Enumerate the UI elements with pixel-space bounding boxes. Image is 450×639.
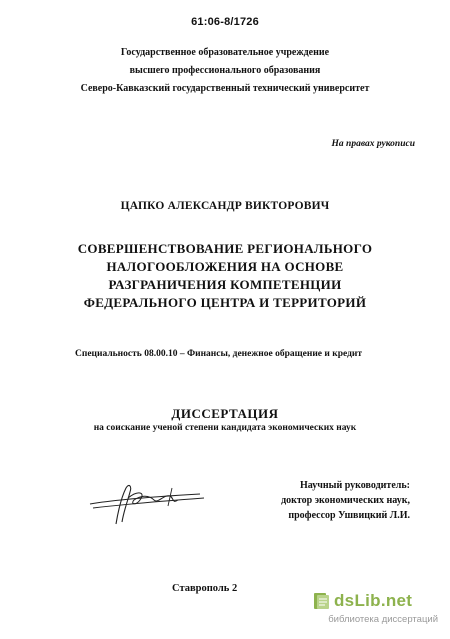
advisor-name: профессор Ушвицкий Л.И. xyxy=(288,510,410,521)
advisor-degree: доктор экономических наук, xyxy=(281,495,410,506)
title-line-4: ФЕДЕРАЛЬНОГО ЦЕНТРА И ТЕРРИТОРИЙ xyxy=(83,295,367,310)
institution-line-3: Северо-Кавказский государственный технический университет xyxy=(80,83,370,94)
manuscript-note: На правах рукописи xyxy=(331,139,415,149)
title-line-1: СОВЕРШЕНСТВОВАНИЕ РЕГИОНАЛЬНОГО xyxy=(77,241,373,256)
title-line-3: РАЗГРАНИЧЕНИЯ КОМПЕТЕНЦИИ xyxy=(108,277,342,292)
title-line-2: НАЛОГООБЛОЖЕНИЯ НА ОСНОВЕ xyxy=(106,259,344,274)
city-year: Ставрополь 2 xyxy=(172,583,238,594)
book-icon xyxy=(313,591,331,611)
author-name: ЦАПКО АЛЕКСАНДР ВИКТОРОВИЧ xyxy=(120,200,330,212)
specialty: Специальность 08.00.10 – Финансы, денежное обращение и кредит xyxy=(75,349,363,359)
catalog-code: 61:06-8/1726 xyxy=(191,16,259,28)
institution-line-2: высшего профессионального образования xyxy=(129,65,321,76)
watermark xyxy=(313,591,438,633)
advisor-label: Научный руководитель: xyxy=(300,480,410,491)
watermark-brand[interactable]: dsLib.net xyxy=(334,591,413,610)
dissertation-heading: ДИССЕРТАЦИЯ xyxy=(171,406,279,421)
watermark-subtitle: библиотека диссертаций xyxy=(328,614,438,625)
signature-image xyxy=(88,480,208,530)
institution-line-1: Государственное образовательное учреждение xyxy=(120,47,330,58)
dissertation-subtitle: на соискание ученой степени кандидата экономических наук xyxy=(93,423,357,433)
